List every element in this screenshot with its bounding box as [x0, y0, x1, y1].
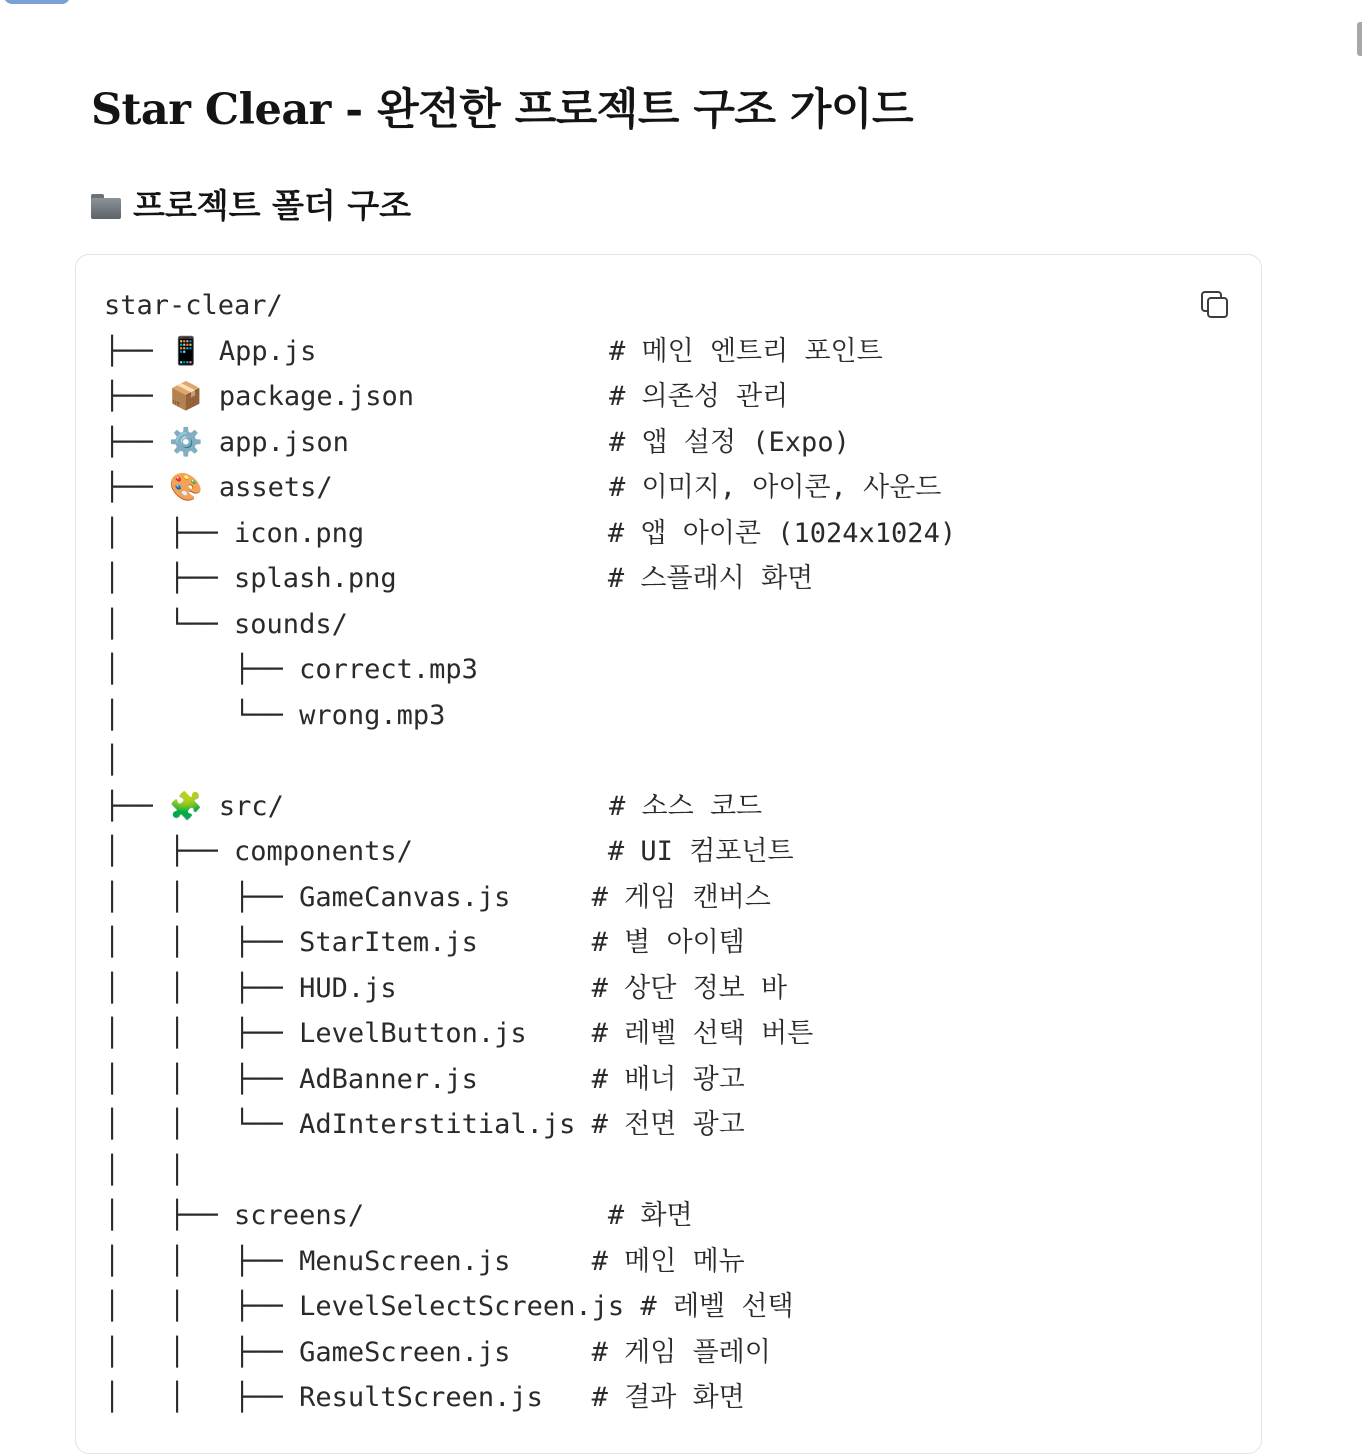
tree-line: │ │ ├── LevelButton.js # 레벨 선택 버튼 [104, 1018, 814, 1049]
tree-line: │ [104, 745, 121, 776]
tree-line: ├── 🧩 src/ # 소스 코드 [104, 790, 763, 822]
copy-button[interactable] [1198, 288, 1232, 322]
page-title: Star Clear - 완전한 프로젝트 구조 가이드 [91, 85, 913, 135]
tree-line: │ │ ├── MenuScreen.js # 메인 메뉴 [104, 1245, 745, 1277]
tree-line: ├── 📦 package.json # 의존성 관리 [104, 381, 789, 412]
tree-line: │ │ ├── ResultScreen.js # 결과 화면 [104, 1382, 745, 1413]
tree-line: ├── 🎨 assets/ # 이미지, 아이콘, 사운드 [104, 472, 942, 503]
tree-line: │ └── sounds/ [104, 608, 348, 640]
tree-line: ├── ⚙️ app.json # 앱 설정 (Expo) [104, 426, 850, 458]
tree-line: ├── 📱 App.js # 메인 엔트리 포인트 [104, 335, 883, 367]
section-heading-text: 프로젝트 폴더 구조 [133, 186, 412, 225]
tree-line: │ ├── components/ # UI 컴포넌트 [104, 836, 794, 867]
tree-line: │ ├── splash.png # 스플래시 화면 [104, 563, 814, 594]
top-tab-indicator [4, 0, 70, 4]
tree-line: │ ├── icon.png # 앱 아이콘 (1024x1024) [104, 517, 957, 549]
tree-line: │ │ ├── GameScreen.js # 게임 플레이 [104, 1336, 771, 1368]
tree-line: │ │ ├── LevelSelectScreen.js # 레벨 선택 [104, 1291, 794, 1322]
tree-line: star-clear/ [104, 290, 283, 321]
tree-line: │ │ [104, 1154, 186, 1186]
section-heading [89, 180, 411, 232]
scrollbar-thumb[interactable] [1357, 22, 1362, 56]
tree-line: │ ├── correct.mp3 [104, 654, 478, 685]
tree-line: │ │ └── AdInterstitial.js # 전면 광고 [104, 1109, 745, 1140]
tree-line: │ │ ├── StarItem.js # 별 아이템 [104, 927, 745, 958]
tree-line: │ │ ├── HUD.js # 상단 정보 바 [104, 972, 788, 1004]
tree-line: │ │ ├── AdBanner.js # 배너 광고 [104, 1063, 745, 1095]
tree-line: │ │ ├── GameCanvas.js # 게임 캔버스 [104, 881, 771, 913]
tree-line: │ ├── screens/ # 화면 [104, 1200, 693, 1231]
tree-line: │ └── wrong.mp3 [104, 699, 446, 731]
folder-tree [104, 283, 956, 1421]
folder-icon [89, 192, 123, 220]
